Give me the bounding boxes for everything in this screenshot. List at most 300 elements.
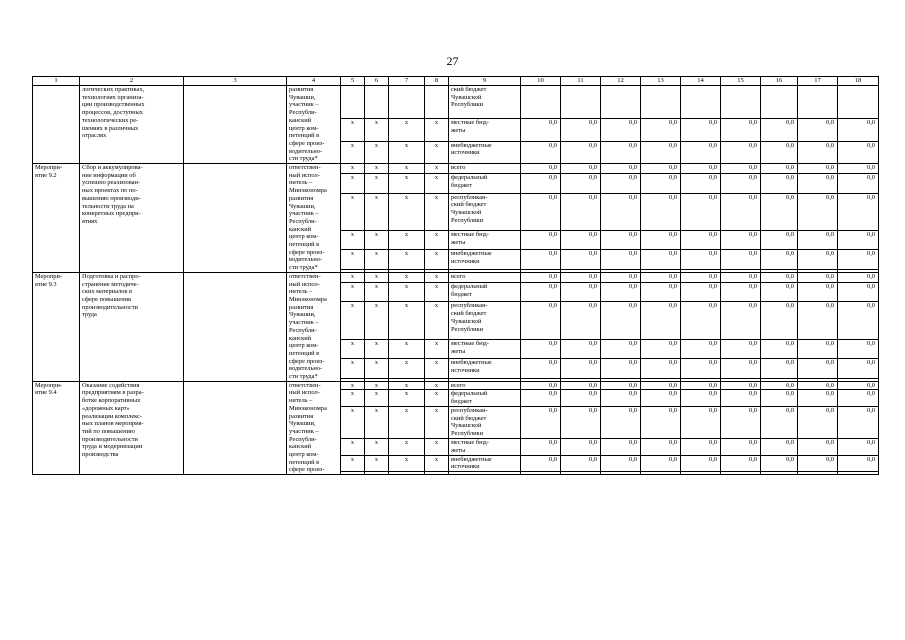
mark-cell: x xyxy=(341,302,365,340)
measure-name-line: производительности xyxy=(82,303,138,311)
value-cell: 0,0 xyxy=(721,339,761,358)
spacer-cell xyxy=(449,472,521,475)
mark-cell: x xyxy=(365,439,389,456)
executor-line: сфере произ- xyxy=(289,357,325,365)
mark-cell: x xyxy=(389,250,425,269)
executor-line: водительно- xyxy=(289,365,323,373)
value-cell: 0,0 xyxy=(838,193,879,231)
executor-line: петенций в xyxy=(289,241,320,249)
source-line: источники xyxy=(451,463,480,471)
value-cell: 0,0 xyxy=(798,250,838,269)
source-cell xyxy=(449,359,521,378)
value-cell: 0,0 xyxy=(721,231,761,250)
mark-cell: x xyxy=(341,381,365,390)
value-cell: 0,0 xyxy=(798,359,838,378)
mark-cell: x xyxy=(341,283,365,302)
value-cell: 0,0 xyxy=(641,302,681,340)
source-line: республикан- xyxy=(451,407,488,415)
measure-name-line: ботке корпоративных xyxy=(82,397,141,405)
value-cell: 0,0 xyxy=(721,272,761,282)
mark-cell: x xyxy=(425,339,449,358)
mark-cell: x xyxy=(389,141,425,164)
value-cell: 0,0 xyxy=(761,193,798,231)
spacer-cell xyxy=(761,472,798,475)
spacer-cell xyxy=(341,472,365,475)
empty-cell xyxy=(184,86,287,164)
mark-cell: x xyxy=(425,231,449,250)
spacer-cell xyxy=(601,472,641,475)
source-line: всего xyxy=(451,272,466,280)
column-number: 14 xyxy=(681,77,721,86)
executor-line: Минэкономра xyxy=(289,404,327,412)
measure-id-line: ятие 9.3 xyxy=(35,280,57,288)
executor-line: нитель – xyxy=(289,397,313,405)
mark-cell: x xyxy=(341,439,365,456)
executor-line: канский xyxy=(289,334,312,342)
executor-line: Республи- xyxy=(289,435,317,443)
mark-cell: x xyxy=(425,455,449,472)
source-line: ский бюджет xyxy=(451,310,487,318)
executor-cell xyxy=(287,86,341,164)
mark-cell: x xyxy=(365,302,389,340)
value-cell: 0,0 xyxy=(521,193,561,231)
spacer-cell xyxy=(389,472,425,475)
mark-cell: x xyxy=(365,455,389,472)
measure-id-line: ятие 9.2 xyxy=(35,171,57,179)
value-cell: 0,0 xyxy=(601,339,641,358)
budget-table-wrapper xyxy=(32,76,878,475)
source-line: Республики xyxy=(451,216,484,224)
mark-cell: x xyxy=(389,272,425,282)
source-line: федеральный xyxy=(451,283,488,291)
mark-cell: x xyxy=(425,193,449,231)
spacer-cell xyxy=(721,472,761,475)
table-row xyxy=(33,164,879,174)
value-cell: 0,0 xyxy=(681,141,721,164)
mark-cell: x xyxy=(365,141,389,164)
source-line: Республики xyxy=(451,430,484,438)
column-number: 17 xyxy=(798,77,838,86)
mark-cell: x xyxy=(365,339,389,358)
column-number: 10 xyxy=(521,77,561,86)
value-cell: 0,0 xyxy=(761,141,798,164)
source-cell xyxy=(449,272,521,282)
mark-cell: x xyxy=(425,407,449,439)
value-cell: 0,0 xyxy=(561,407,601,439)
mark-cell: x xyxy=(341,407,365,439)
source-line: Чувашской xyxy=(451,317,482,325)
value-cell: 0,0 xyxy=(721,164,761,174)
mark-cell: x xyxy=(341,455,365,472)
executor-line: развития xyxy=(289,86,314,93)
source-line: местные бюд- xyxy=(451,119,489,127)
executor-line: Минэкономра xyxy=(289,187,327,195)
mark-cell: x xyxy=(425,439,449,456)
source-cell xyxy=(449,119,521,141)
source-cell xyxy=(449,339,521,358)
value-cell: 0,0 xyxy=(681,272,721,282)
table-row xyxy=(33,381,879,390)
value-cell: 0,0 xyxy=(561,164,601,174)
measure-id-cell xyxy=(33,164,80,273)
executor-line: участник – xyxy=(289,427,319,435)
mark-cell: x xyxy=(365,231,389,250)
value-cell: 0,0 xyxy=(798,283,838,302)
value-cell: 0,0 xyxy=(521,141,561,164)
measure-name-line: производительности xyxy=(82,435,138,443)
executor-line: канский xyxy=(289,443,312,451)
executor-line: развития xyxy=(289,194,314,202)
column-number: 7 xyxy=(389,77,425,86)
source-line: республикан- xyxy=(451,193,488,201)
mark-cell: x xyxy=(389,407,425,439)
mark-cell: x xyxy=(425,283,449,302)
table-row xyxy=(33,272,879,282)
mark-cell: x xyxy=(389,359,425,378)
value-cell: 0,0 xyxy=(601,390,641,407)
mark-cell: x xyxy=(389,302,425,340)
mark-cell: x xyxy=(425,359,449,378)
value-cell xyxy=(601,86,641,119)
mark-cell: x xyxy=(341,390,365,407)
value-cell: 0,0 xyxy=(561,390,601,407)
value-cell: 0,0 xyxy=(798,390,838,407)
executor-line: ный испол- xyxy=(289,171,320,179)
value-cell: 0,0 xyxy=(521,250,561,269)
value-cell: 0,0 xyxy=(601,283,641,302)
executor-cell xyxy=(287,164,341,273)
source-line: жеты xyxy=(451,238,466,246)
measure-name-line: Оказание содействия xyxy=(82,381,140,389)
source-cell xyxy=(449,283,521,302)
executor-line: центр ком- xyxy=(289,342,319,350)
mark-cell: x xyxy=(389,439,425,456)
value-cell: 0,0 xyxy=(838,407,879,439)
mark-cell: x xyxy=(425,141,449,164)
value-cell: 0,0 xyxy=(601,250,641,269)
measure-name-line: тельности труда на xyxy=(82,202,134,210)
value-cell: 0,0 xyxy=(761,439,798,456)
value-cell: 0,0 xyxy=(721,302,761,340)
value-cell: 0,0 xyxy=(681,439,721,456)
value-cell: 0,0 xyxy=(838,174,879,193)
value-cell: 0,0 xyxy=(721,174,761,193)
executor-line: ный испол- xyxy=(289,280,320,288)
source-cell xyxy=(449,250,521,269)
source-line: источники xyxy=(451,367,480,375)
value-cell: 0,0 xyxy=(681,302,721,340)
value-cell: 0,0 xyxy=(561,359,601,378)
source-line: источники xyxy=(451,149,480,157)
column-number: 5 xyxy=(341,77,365,86)
value-cell: 0,0 xyxy=(601,381,641,390)
mark-cell: x xyxy=(365,407,389,439)
source-line: источники xyxy=(451,258,480,266)
value-cell: 0,0 xyxy=(761,390,798,407)
value-cell: 0,0 xyxy=(721,193,761,231)
measure-name-cell xyxy=(80,272,184,381)
spacer-cell xyxy=(798,472,838,475)
source-cell xyxy=(449,141,521,164)
executor-line: центр ком- xyxy=(289,124,319,132)
executor-line: развития xyxy=(289,303,314,311)
value-cell: 0,0 xyxy=(798,193,838,231)
mark-cell: x xyxy=(365,250,389,269)
value-cell: 0,0 xyxy=(521,390,561,407)
column-number: 4 xyxy=(287,77,341,86)
source-line: всего xyxy=(451,381,466,389)
value-cell: 0,0 xyxy=(561,272,601,282)
value-cell: 0,0 xyxy=(641,250,681,269)
value-cell: 0,0 xyxy=(721,119,761,141)
value-cell xyxy=(838,86,879,119)
executor-line: водительно- xyxy=(289,147,323,155)
value-cell: 0,0 xyxy=(681,407,721,439)
executor-line: центр ком- xyxy=(289,451,319,459)
value-cell: 0,0 xyxy=(761,359,798,378)
value-cell: 0,0 xyxy=(681,390,721,407)
value-cell: 0,0 xyxy=(838,439,879,456)
source-line: бюджет xyxy=(451,290,472,298)
value-cell: 0,0 xyxy=(561,339,601,358)
measure-name-line: отраслях xyxy=(82,132,107,140)
measure-name-line: Сбор и аккумулирова- xyxy=(82,164,143,172)
value-cell: 0,0 xyxy=(761,250,798,269)
executor-line: петенций в xyxy=(289,349,320,357)
source-line: жеты xyxy=(451,126,466,134)
measure-name-line: процессов, доступных xyxy=(82,109,143,117)
value-cell: 0,0 xyxy=(721,381,761,390)
value-cell: 0,0 xyxy=(561,455,601,472)
value-cell: 0,0 xyxy=(761,283,798,302)
value-cell xyxy=(641,86,681,119)
value-cell: 0,0 xyxy=(521,164,561,174)
mark-cell: x xyxy=(389,119,425,141)
value-cell: 0,0 xyxy=(838,141,879,164)
value-cell: 0,0 xyxy=(798,164,838,174)
value-cell: 0,0 xyxy=(721,455,761,472)
source-line: ский бюджет xyxy=(451,86,487,93)
executor-line: канский xyxy=(289,225,312,233)
executor-cell xyxy=(287,272,341,381)
source-line: внебюджетные xyxy=(451,359,492,367)
mark-cell xyxy=(341,86,365,119)
spacer-cell xyxy=(641,472,681,475)
measure-name-line: конкретных предпри- xyxy=(82,210,141,218)
source-line: Чувашской xyxy=(451,93,482,101)
value-cell: 0,0 xyxy=(641,359,681,378)
source-line: местные бюд- xyxy=(451,339,489,347)
value-cell: 0,0 xyxy=(838,231,879,250)
column-number: 8 xyxy=(425,77,449,86)
value-cell: 0,0 xyxy=(838,339,879,358)
value-cell: 0,0 xyxy=(798,339,838,358)
executor-line: Чувашии, xyxy=(289,420,316,428)
source-line: внебюджетные xyxy=(451,250,492,258)
executor-line: петенций в xyxy=(289,458,320,466)
value-cell: 0,0 xyxy=(521,339,561,358)
value-cell xyxy=(521,86,561,119)
mark-cell: x xyxy=(341,174,365,193)
value-cell: 0,0 xyxy=(641,381,681,390)
source-cell xyxy=(449,390,521,407)
column-number: 3 xyxy=(184,77,287,86)
executor-line: развития xyxy=(289,412,314,420)
measure-name-line: шениях в различных xyxy=(82,124,139,132)
value-cell: 0,0 xyxy=(798,174,838,193)
spacer-cell xyxy=(561,472,601,475)
mark-cell: x xyxy=(389,455,425,472)
value-cell: 0,0 xyxy=(721,283,761,302)
measure-name-line: ятиях xyxy=(82,217,98,225)
source-cell xyxy=(449,164,521,174)
executor-line: петенций в xyxy=(289,132,320,140)
executor-line: канский xyxy=(289,116,312,124)
executor-cell xyxy=(287,381,341,474)
value-cell: 0,0 xyxy=(798,231,838,250)
mark-cell: x xyxy=(425,164,449,174)
executor-line: Республи- xyxy=(289,326,317,334)
table-row xyxy=(33,86,879,119)
mark-cell: x xyxy=(365,164,389,174)
mark-cell: x xyxy=(365,119,389,141)
value-cell: 0,0 xyxy=(601,119,641,141)
measure-name-line: ции производственных xyxy=(82,101,145,109)
value-cell: 0,0 xyxy=(561,231,601,250)
value-cell: 0,0 xyxy=(798,455,838,472)
value-cell: 0,0 xyxy=(681,455,721,472)
measure-id-cell xyxy=(33,381,80,474)
empty-cell xyxy=(184,272,287,381)
value-cell: 0,0 xyxy=(521,381,561,390)
executor-line: сти труда* xyxy=(289,155,318,163)
source-line: Республики xyxy=(451,101,484,109)
source-line: внебюджетные xyxy=(451,141,492,149)
mark-cell: x xyxy=(389,231,425,250)
value-cell: 0,0 xyxy=(838,302,879,340)
value-cell: 0,0 xyxy=(681,119,721,141)
measure-name-line: успешно реализован- xyxy=(82,179,141,187)
mark-cell: x xyxy=(365,390,389,407)
value-cell xyxy=(561,86,601,119)
mark-cell: x xyxy=(425,390,449,407)
value-cell: 0,0 xyxy=(721,390,761,407)
mark-cell: x xyxy=(341,164,365,174)
measure-id-line: ятие 9.4 xyxy=(35,389,57,397)
mark-cell: x xyxy=(365,174,389,193)
executor-line: сти труда* xyxy=(289,264,318,272)
value-cell: 0,0 xyxy=(681,359,721,378)
source-cell xyxy=(449,381,521,390)
measure-id-line: Меропри- xyxy=(35,164,62,172)
mark-cell: x xyxy=(365,359,389,378)
value-cell: 0,0 xyxy=(838,164,879,174)
source-cell xyxy=(449,439,521,456)
value-cell: 0,0 xyxy=(521,231,561,250)
value-cell: 0,0 xyxy=(838,390,879,407)
value-cell xyxy=(681,86,721,119)
executor-line: ный испол- xyxy=(289,389,320,397)
value-cell: 0,0 xyxy=(681,381,721,390)
executor-line: участник – xyxy=(289,101,319,109)
value-cell: 0,0 xyxy=(521,272,561,282)
value-cell: 0,0 xyxy=(838,272,879,282)
measure-name-line: сфере повышения xyxy=(82,295,131,303)
executor-line: Минэкономра xyxy=(289,295,327,303)
value-cell: 0,0 xyxy=(561,119,601,141)
value-cell: 0,0 xyxy=(521,283,561,302)
value-cell: 0,0 xyxy=(641,193,681,231)
empty-cell xyxy=(184,164,287,273)
mark-cell: x xyxy=(425,302,449,340)
measure-name-line: труда и модернизации xyxy=(82,443,143,451)
value-cell: 0,0 xyxy=(521,439,561,456)
mark-cell: x xyxy=(389,174,425,193)
executor-line: ответствен- xyxy=(289,164,321,172)
executor-line: ответствен- xyxy=(289,381,321,389)
mark-cell: x xyxy=(425,381,449,390)
column-number: 6 xyxy=(365,77,389,86)
source-line: бюджет xyxy=(451,398,472,406)
mark-cell: x xyxy=(425,174,449,193)
source-line: всего xyxy=(451,164,466,172)
value-cell: 0,0 xyxy=(681,164,721,174)
source-line: бюджет xyxy=(451,181,472,189)
mark-cell: x xyxy=(341,231,365,250)
value-cell: 0,0 xyxy=(521,302,561,340)
mark-cell: x xyxy=(341,359,365,378)
source-line: жеты xyxy=(451,446,466,454)
source-cell xyxy=(449,302,521,340)
value-cell: 0,0 xyxy=(601,174,641,193)
mark-cell xyxy=(425,86,449,119)
value-cell: 0,0 xyxy=(681,174,721,193)
executor-line: Республи- xyxy=(289,217,317,225)
value-cell: 0,0 xyxy=(601,164,641,174)
value-cell: 0,0 xyxy=(798,119,838,141)
measure-name-line: «дорожных карт» xyxy=(82,404,130,412)
budget-table xyxy=(32,76,879,475)
value-cell: 0,0 xyxy=(798,141,838,164)
value-cell: 0,0 xyxy=(761,231,798,250)
value-cell: 0,0 xyxy=(521,407,561,439)
value-cell: 0,0 xyxy=(601,302,641,340)
column-number: 15 xyxy=(721,77,761,86)
mark-cell: x xyxy=(389,390,425,407)
source-line: Чувашской xyxy=(451,422,482,430)
value-cell: 0,0 xyxy=(601,193,641,231)
value-cell: 0,0 xyxy=(798,381,838,390)
mark-cell: x xyxy=(365,272,389,282)
source-line: федеральный xyxy=(451,390,488,398)
spacer-cell xyxy=(365,472,389,475)
value-cell: 0,0 xyxy=(641,174,681,193)
column-number: 12 xyxy=(601,77,641,86)
source-line: местные бюд- xyxy=(451,231,489,239)
source-line: Чувашской xyxy=(451,209,482,217)
value-cell xyxy=(761,86,798,119)
value-cell: 0,0 xyxy=(798,407,838,439)
measure-name-line: странение методиче- xyxy=(82,280,139,288)
measure-name-cell xyxy=(80,164,184,273)
value-cell: 0,0 xyxy=(798,302,838,340)
column-number: 9 xyxy=(449,77,521,86)
executor-line: Чувашии, xyxy=(289,202,316,210)
value-cell: 0,0 xyxy=(681,339,721,358)
value-cell: 0,0 xyxy=(761,302,798,340)
measure-name-line: ных проектах по по- xyxy=(82,187,138,195)
value-cell: 0,0 xyxy=(641,231,681,250)
